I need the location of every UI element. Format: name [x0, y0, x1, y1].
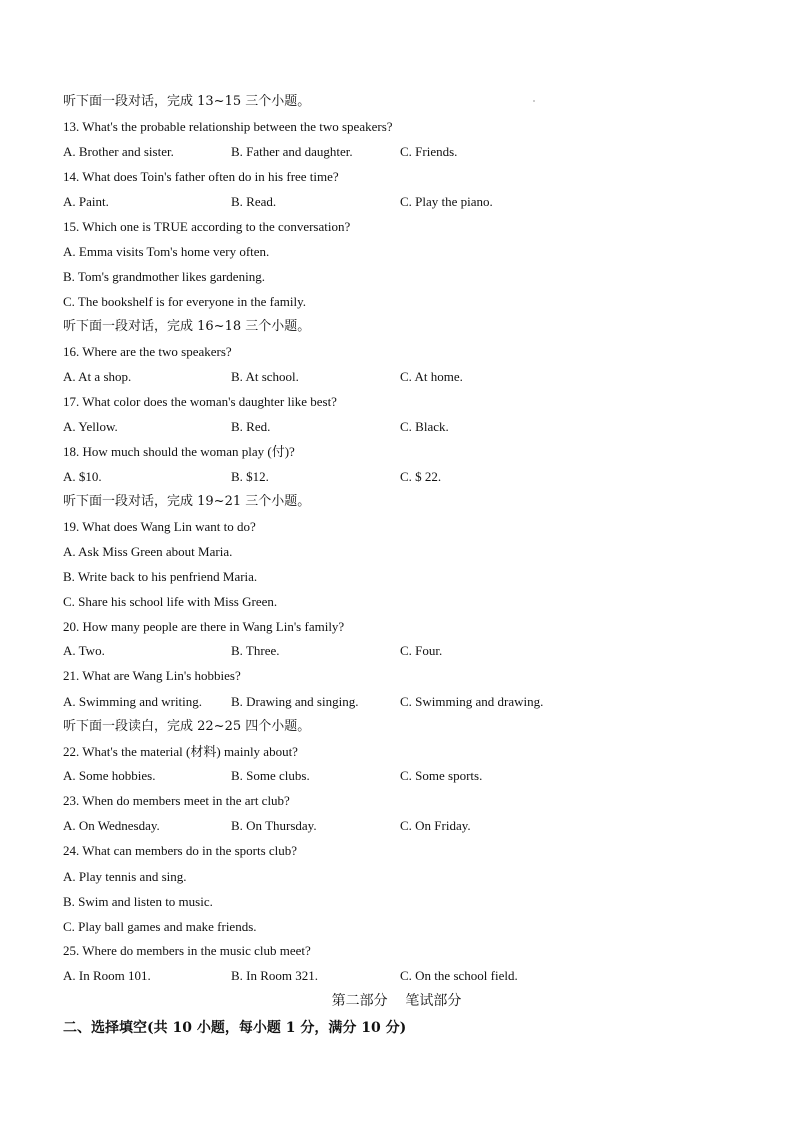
option-b: B. Three.	[231, 643, 280, 658]
listening-instruction: 听下面一段对话，完成 19~21 三个小题。	[63, 494, 311, 509]
option-c: C. $ 22.	[400, 469, 442, 484]
question-stem: 24. What can members do in the sports club?	[63, 843, 298, 858]
option-a: A. Swimming and writing.	[63, 694, 203, 709]
section-title: 二、选择填空(共 10 小题，每小题 1 分，满分 10 分)	[63, 1020, 407, 1036]
option-c: C. The bookshelf is for everyone in the family.	[63, 294, 306, 309]
option-b: B. On Thursday.	[231, 818, 317, 833]
option-a: A. Yellow.	[63, 419, 118, 434]
option-c: C. Friends.	[400, 144, 458, 159]
question-stem: 17. What color does the woman's daughter like best?	[63, 394, 337, 409]
listening-instruction: 听下面一段读白，完成 22~25 四个小题。	[63, 719, 311, 734]
question-stem: 19. What does Wang Lin want to do?	[63, 519, 256, 534]
option-a: A. Some hobbies.	[63, 768, 156, 783]
option-c: C. Share his school life with Miss Green.	[63, 594, 278, 609]
option-b: B. Write back to his penfriend Maria.	[63, 569, 258, 584]
option-b: B. At school.	[231, 369, 299, 384]
option-b: B. $12.	[231, 469, 269, 484]
option-a: A. Play tennis and sing.	[63, 869, 187, 884]
question-stem: 14. What does Toin's father often do in his free time?	[63, 169, 339, 184]
option-a: A. Emma visits Tom's home very often.	[63, 244, 270, 259]
option-c: C. Some sports.	[400, 768, 483, 783]
option-b: B. Drawing and singing.	[231, 694, 359, 709]
question-stem: 16. Where are the two speakers?	[63, 344, 232, 359]
option-c: C. Four.	[400, 643, 443, 658]
option-c: C. On the school field.	[400, 968, 518, 983]
question-stem: 21. What are Wang Lin's hobbies?	[63, 668, 241, 683]
option-b: B. Swim and listen to music.	[63, 894, 213, 909]
option-a: A. Brother and sister.	[63, 144, 174, 159]
option-a: A. Two.	[63, 643, 105, 658]
option-a: A. In Room 101.	[63, 968, 151, 983]
option-a: A. Paint.	[63, 194, 109, 209]
option-b: B. Read.	[231, 194, 277, 209]
part-title: 第二部分 笔试部分	[331, 993, 462, 1009]
option-c: C. Swimming and drawing.	[400, 694, 544, 709]
option-b: B. Red.	[231, 419, 271, 434]
question-stem: 20. How many people are there in Wang Lin's family?	[63, 619, 345, 634]
scan-speck	[533, 100, 535, 102]
question-stem: 13. What's the probable relationship between the two speakers?	[63, 119, 393, 134]
question-stem: 23. When do members meet in the art club?	[63, 793, 290, 808]
question-stem: 25. Where do members in the music club meet?	[63, 943, 311, 958]
option-a: A. $10.	[63, 469, 102, 484]
option-c: C. On Friday.	[400, 818, 471, 833]
listening-instruction: 听下面一段对话，完成 13~15 三个小题。	[63, 94, 311, 109]
option-c: C. Black.	[400, 419, 449, 434]
option-a: A. Ask Miss Green about Maria.	[63, 544, 233, 559]
question-stem: 15. Which one is TRUE according to the conversation?	[63, 219, 351, 234]
question-stem: 18. How much should the woman play (付)?	[63, 444, 295, 459]
option-c: C. At home.	[400, 369, 463, 384]
option-b: B. Father and daughter.	[231, 144, 353, 159]
option-b: B. Tom's grandmother likes gardening.	[63, 269, 265, 284]
option-b: B. In Room 321.	[231, 968, 319, 983]
option-c: C. Play ball games and make friends.	[63, 919, 257, 934]
option-b: B. Some clubs.	[231, 768, 310, 783]
option-a: A. At a shop.	[63, 369, 132, 384]
listening-instruction: 听下面一段对话，完成 16~18 三个小题。	[63, 319, 311, 334]
option-c: C. Play the piano.	[400, 194, 493, 209]
option-a: A. On Wednesday.	[63, 818, 160, 833]
question-stem: 22. What's the material (材料) mainly about?	[63, 744, 298, 759]
